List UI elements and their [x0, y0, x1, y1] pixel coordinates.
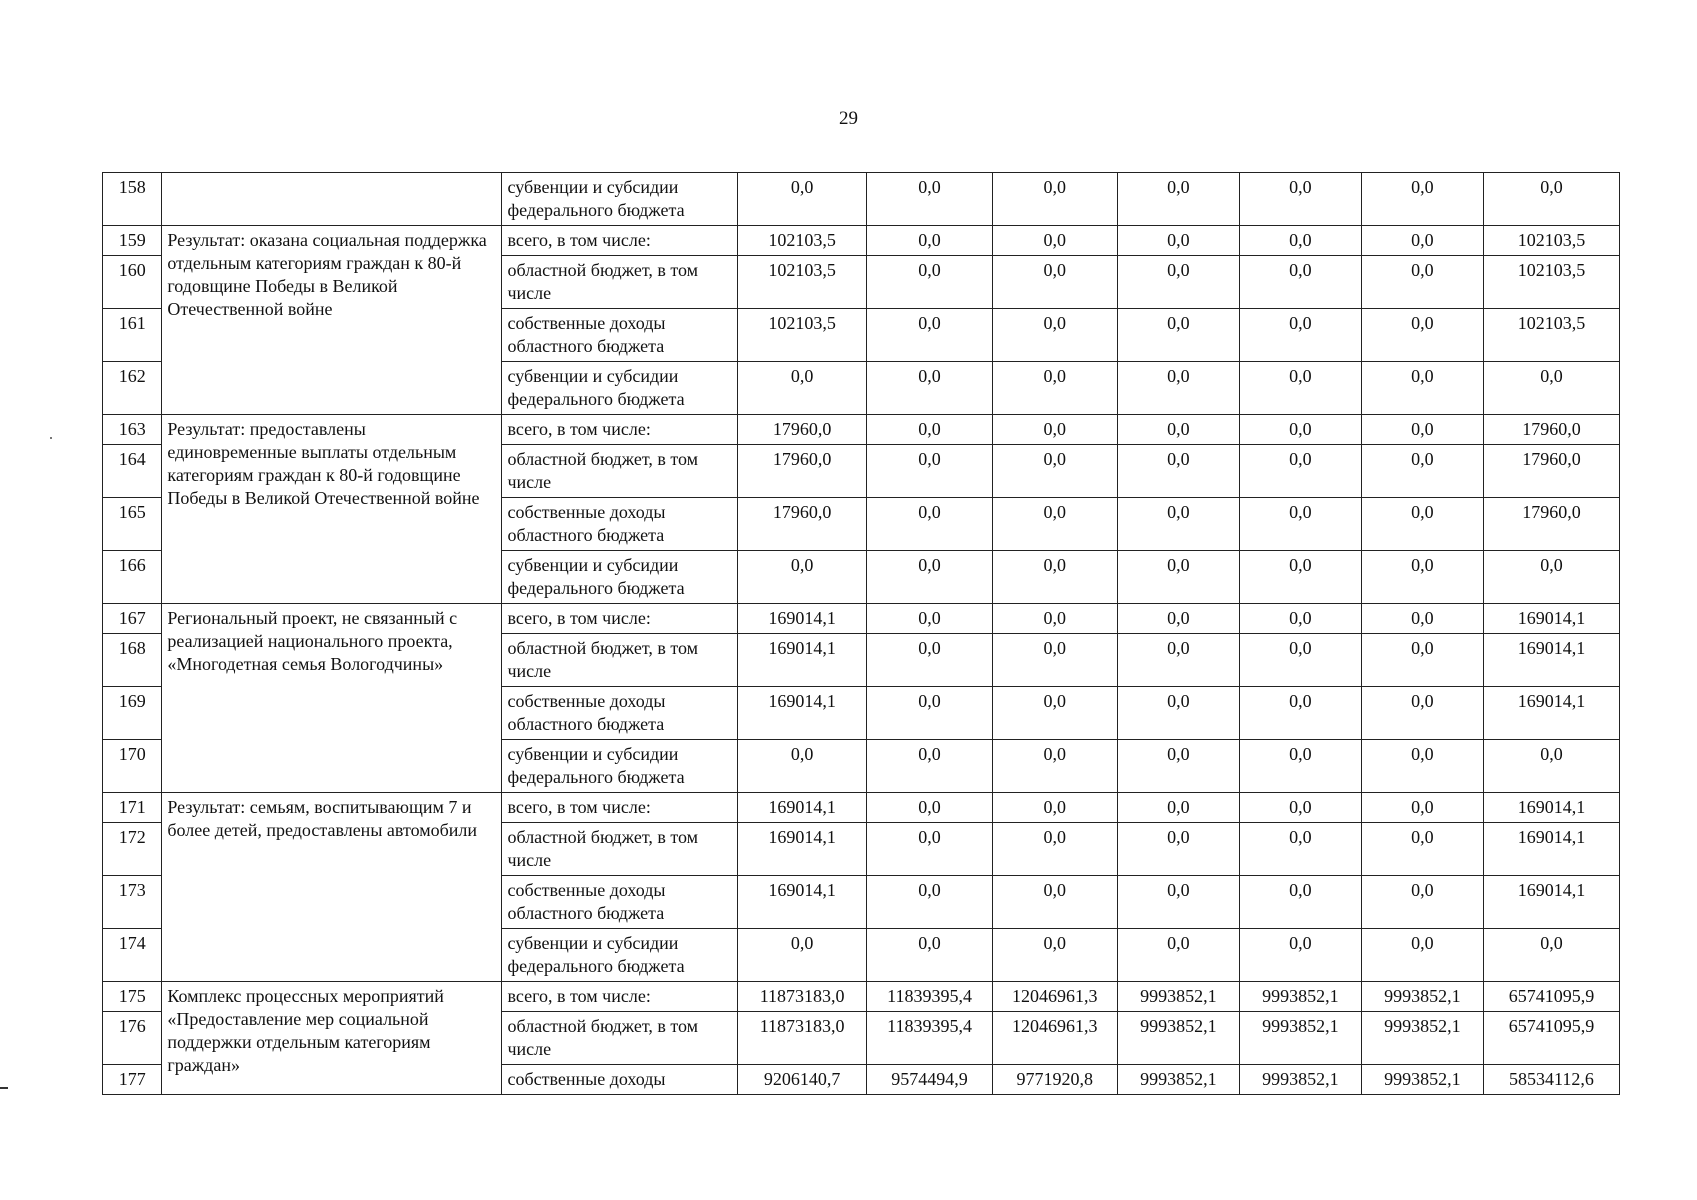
funding-source: субвенции и субсидии федерального бюджета: [502, 740, 737, 793]
amount-cell: 17960,0: [737, 415, 867, 445]
amount-cell: 9993852,1: [1239, 982, 1361, 1012]
amount-cell: 0,0: [867, 226, 992, 256]
amount-cell: 0,0: [1239, 498, 1361, 551]
item-description: Региональный проект, не связанный с реализацией национального проекта, «Многодетная семья Вологодчины»: [162, 604, 502, 793]
amount-cell: 0,0: [867, 687, 992, 740]
table-row: [103, 415, 1620, 445]
budget-table: [102, 172, 1620, 1095]
amount-cell: 0,0: [992, 634, 1117, 687]
amount-cell: 0,0: [867, 309, 992, 362]
amount-cell: 0,0: [1361, 445, 1483, 498]
amount-cell: 169014,1: [737, 823, 867, 876]
amount-cell: 169014,1: [737, 634, 867, 687]
amount-cell: 0,0: [1361, 498, 1483, 551]
funding-source: всего, в том числе:: [502, 226, 737, 256]
amount-cell: 0,0: [867, 823, 992, 876]
amount-cell: 9993852,1: [1117, 1012, 1239, 1065]
amount-cell: 0,0: [1361, 256, 1483, 309]
amount-cell: 0,0: [1361, 634, 1483, 687]
amount-cell: 102103,5: [1483, 226, 1619, 256]
amount-cell: 102103,5: [737, 256, 867, 309]
row-number: 161: [103, 309, 162, 362]
amount-cell: 0,0: [992, 876, 1117, 929]
amount-cell: 0,0: [1239, 173, 1361, 226]
amount-cell: 0,0: [1239, 634, 1361, 687]
row-number: 177: [103, 1065, 162, 1095]
funding-source: всего, в том числе:: [502, 604, 737, 634]
table-row: [103, 173, 1620, 226]
amount-cell: 0,0: [1361, 551, 1483, 604]
amount-cell: 0,0: [1239, 604, 1361, 634]
amount-cell: 0,0: [992, 256, 1117, 309]
amount-cell: 0,0: [1483, 173, 1619, 226]
amount-cell: 169014,1: [1483, 634, 1619, 687]
row-number: 176: [103, 1012, 162, 1065]
table-row: [103, 226, 1620, 256]
amount-cell: 0,0: [737, 740, 867, 793]
table-row: [103, 604, 1620, 634]
amount-cell: 0,0: [992, 740, 1117, 793]
funding-source: субвенции и субсидии федерального бюджета: [502, 929, 737, 982]
scan-speck: [50, 437, 52, 439]
funding-source: всего, в том числе:: [502, 793, 737, 823]
funding-source: всего, в том числе:: [502, 415, 737, 445]
amount-cell: 0,0: [1117, 309, 1239, 362]
amount-cell: 169014,1: [1483, 823, 1619, 876]
amount-cell: 0,0: [1117, 823, 1239, 876]
amount-cell: 0,0: [992, 226, 1117, 256]
row-number: 173: [103, 876, 162, 929]
amount-cell: 0,0: [1239, 551, 1361, 604]
funding-source: областной бюджет, в том числе: [502, 823, 737, 876]
amount-cell: 0,0: [867, 498, 992, 551]
amount-cell: 12046961,3: [992, 1012, 1117, 1065]
amount-cell: 17960,0: [1483, 498, 1619, 551]
row-number: 163: [103, 415, 162, 445]
amount-cell: 9574494,9: [867, 1065, 992, 1095]
amount-cell: 0,0: [867, 415, 992, 445]
row-number: 170: [103, 740, 162, 793]
row-number: 175: [103, 982, 162, 1012]
amount-cell: 0,0: [992, 929, 1117, 982]
amount-cell: 102103,5: [737, 226, 867, 256]
amount-cell: 0,0: [867, 634, 992, 687]
row-number: 160: [103, 256, 162, 309]
amount-cell: 17960,0: [737, 498, 867, 551]
amount-cell: 0,0: [737, 551, 867, 604]
amount-cell: 0,0: [1239, 740, 1361, 793]
amount-cell: 0,0: [1361, 793, 1483, 823]
amount-cell: 9993852,1: [1361, 1065, 1483, 1095]
amount-cell: 102103,5: [1483, 309, 1619, 362]
amount-cell: 0,0: [992, 498, 1117, 551]
row-number: 169: [103, 687, 162, 740]
page-number: 29: [839, 108, 858, 129]
row-number: 174: [103, 929, 162, 982]
amount-cell: 0,0: [1117, 551, 1239, 604]
amount-cell: 0,0: [1239, 876, 1361, 929]
amount-cell: 9993852,1: [1239, 1065, 1361, 1095]
amount-cell: 0,0: [1117, 604, 1239, 634]
amount-cell: 58534112,6: [1483, 1065, 1619, 1095]
amount-cell: 0,0: [1361, 226, 1483, 256]
amount-cell: 65741095,9: [1483, 1012, 1619, 1065]
amount-cell: 0,0: [737, 173, 867, 226]
amount-cell: 0,0: [1483, 929, 1619, 982]
amount-cell: 12046961,3: [992, 982, 1117, 1012]
amount-cell: 9993852,1: [1117, 982, 1239, 1012]
amount-cell: 0,0: [1361, 823, 1483, 876]
amount-cell: 0,0: [992, 551, 1117, 604]
amount-cell: 0,0: [1239, 256, 1361, 309]
amount-cell: 0,0: [1483, 362, 1619, 415]
amount-cell: 0,0: [1361, 173, 1483, 226]
row-number: 171: [103, 793, 162, 823]
row-number: 162: [103, 362, 162, 415]
table-row: [103, 982, 1620, 1012]
amount-cell: 0,0: [1117, 256, 1239, 309]
amount-cell: 0,0: [992, 362, 1117, 415]
amount-cell: 0,0: [1117, 173, 1239, 226]
item-description: Результат: семьям, воспитывающим 7 и более детей, предоставлены автомобили: [162, 793, 502, 982]
amount-cell: 0,0: [867, 876, 992, 929]
amount-cell: 9993852,1: [1361, 1012, 1483, 1065]
amount-cell: 65741095,9: [1483, 982, 1619, 1012]
amount-cell: 0,0: [1361, 309, 1483, 362]
amount-cell: 0,0: [1117, 498, 1239, 551]
amount-cell: 0,0: [992, 309, 1117, 362]
row-number: 166: [103, 551, 162, 604]
item-description: [162, 173, 502, 226]
amount-cell: 0,0: [867, 793, 992, 823]
amount-cell: 169014,1: [1483, 604, 1619, 634]
amount-cell: 0,0: [1239, 445, 1361, 498]
funding-source: собственные доходы областного бюджета: [502, 876, 737, 929]
row-number: 168: [103, 634, 162, 687]
funding-source: субвенции и субсидии федерального бюджета: [502, 173, 737, 226]
amount-cell: 9206140,7: [737, 1065, 867, 1095]
amount-cell: 0,0: [867, 740, 992, 793]
amount-cell: 102103,5: [737, 309, 867, 362]
amount-cell: 0,0: [1117, 445, 1239, 498]
amount-cell: 0,0: [1239, 362, 1361, 415]
amount-cell: 0,0: [867, 362, 992, 415]
row-number: 158: [103, 173, 162, 226]
amount-cell: 17960,0: [1483, 415, 1619, 445]
amount-cell: 0,0: [1361, 362, 1483, 415]
amount-cell: 0,0: [992, 173, 1117, 226]
amount-cell: 0,0: [867, 551, 992, 604]
amount-cell: 102103,5: [1483, 256, 1619, 309]
amount-cell: 0,0: [1117, 362, 1239, 415]
amount-cell: 0,0: [992, 415, 1117, 445]
funding-source: областной бюджет, в том числе: [502, 634, 737, 687]
amount-cell: 0,0: [867, 256, 992, 309]
amount-cell: 0,0: [1117, 226, 1239, 256]
amount-cell: 0,0: [992, 687, 1117, 740]
amount-cell: 17960,0: [1483, 445, 1619, 498]
amount-cell: 0,0: [1117, 634, 1239, 687]
funding-source: собственные доходы областного бюджета: [502, 687, 737, 740]
amount-cell: 0,0: [1239, 687, 1361, 740]
funding-source: собственные доходы областного бюджета: [502, 309, 737, 362]
amount-cell: 0,0: [1239, 226, 1361, 256]
funding-source: областной бюджет, в том числе: [502, 1012, 737, 1065]
amount-cell: 0,0: [1117, 740, 1239, 793]
amount-cell: 0,0: [1239, 793, 1361, 823]
scan-edge-mark: [0, 1087, 8, 1089]
amount-cell: 0,0: [1361, 929, 1483, 982]
row-number: 164: [103, 445, 162, 498]
amount-cell: 169014,1: [737, 604, 867, 634]
amount-cell: 0,0: [1117, 793, 1239, 823]
amount-cell: 0,0: [1239, 929, 1361, 982]
amount-cell: 17960,0: [737, 445, 867, 498]
amount-cell: 0,0: [867, 445, 992, 498]
amount-cell: 0,0: [992, 445, 1117, 498]
amount-cell: 0,0: [737, 929, 867, 982]
amount-cell: 9771920,8: [992, 1065, 1117, 1095]
amount-cell: 11873183,0: [737, 982, 867, 1012]
amount-cell: 0,0: [1117, 929, 1239, 982]
amount-cell: 0,0: [1117, 876, 1239, 929]
amount-cell: 169014,1: [1483, 876, 1619, 929]
amount-cell: 0,0: [1361, 687, 1483, 740]
amount-cell: 169014,1: [1483, 793, 1619, 823]
amount-cell: 9993852,1: [1361, 982, 1483, 1012]
row-number: 172: [103, 823, 162, 876]
amount-cell: 0,0: [1361, 415, 1483, 445]
funding-source: субвенции и субсидии федерального бюджета: [502, 362, 737, 415]
funding-source: собственные доходы: [502, 1065, 737, 1095]
funding-source: субвенции и субсидии федерального бюджета: [502, 551, 737, 604]
table-row: [103, 793, 1620, 823]
amount-cell: 0,0: [1361, 876, 1483, 929]
amount-cell: 0,0: [992, 604, 1117, 634]
amount-cell: 0,0: [1117, 687, 1239, 740]
row-number: 159: [103, 226, 162, 256]
amount-cell: 11839395,4: [867, 1012, 992, 1065]
amount-cell: 0,0: [1239, 415, 1361, 445]
amount-cell: 169014,1: [737, 876, 867, 929]
amount-cell: 9993852,1: [1239, 1012, 1361, 1065]
amount-cell: 0,0: [1239, 309, 1361, 362]
row-number: 165: [103, 498, 162, 551]
amount-cell: 169014,1: [737, 793, 867, 823]
amount-cell: 0,0: [1483, 740, 1619, 793]
amount-cell: 0,0: [1361, 740, 1483, 793]
item-description: Результат: оказана социальная поддержка отдельным категориям граждан к 80-й годовщине Победы в Великой Отечественной войне: [162, 226, 502, 415]
row-number: 167: [103, 604, 162, 634]
amount-cell: 0,0: [1239, 823, 1361, 876]
item-description: Комплекс процессных мероприятий «Предоставление мер социальной поддержки отдельным категориям граждан»: [162, 982, 502, 1095]
amount-cell: 0,0: [867, 173, 992, 226]
item-description: Результат: предоставлены единовременные выплаты отдельным категориям граждан к 80-й годовщине Победы в Великой Отечественной войне: [162, 415, 502, 604]
amount-cell: 9993852,1: [1117, 1065, 1239, 1095]
funding-source: областной бюджет, в том числе: [502, 256, 737, 309]
amount-cell: 0,0: [867, 929, 992, 982]
funding-source: всего, в том числе:: [502, 982, 737, 1012]
amount-cell: 0,0: [992, 823, 1117, 876]
funding-source: собственные доходы областного бюджета: [502, 498, 737, 551]
amount-cell: 0,0: [867, 604, 992, 634]
amount-cell: 0,0: [1117, 415, 1239, 445]
amount-cell: 0,0: [737, 362, 867, 415]
amount-cell: 11873183,0: [737, 1012, 867, 1065]
amount-cell: 0,0: [1483, 551, 1619, 604]
amount-cell: 11839395,4: [867, 982, 992, 1012]
amount-cell: 0,0: [992, 793, 1117, 823]
amount-cell: 169014,1: [1483, 687, 1619, 740]
amount-cell: 0,0: [1361, 604, 1483, 634]
amount-cell: 169014,1: [737, 687, 867, 740]
funding-source: областной бюджет, в том числе: [502, 445, 737, 498]
